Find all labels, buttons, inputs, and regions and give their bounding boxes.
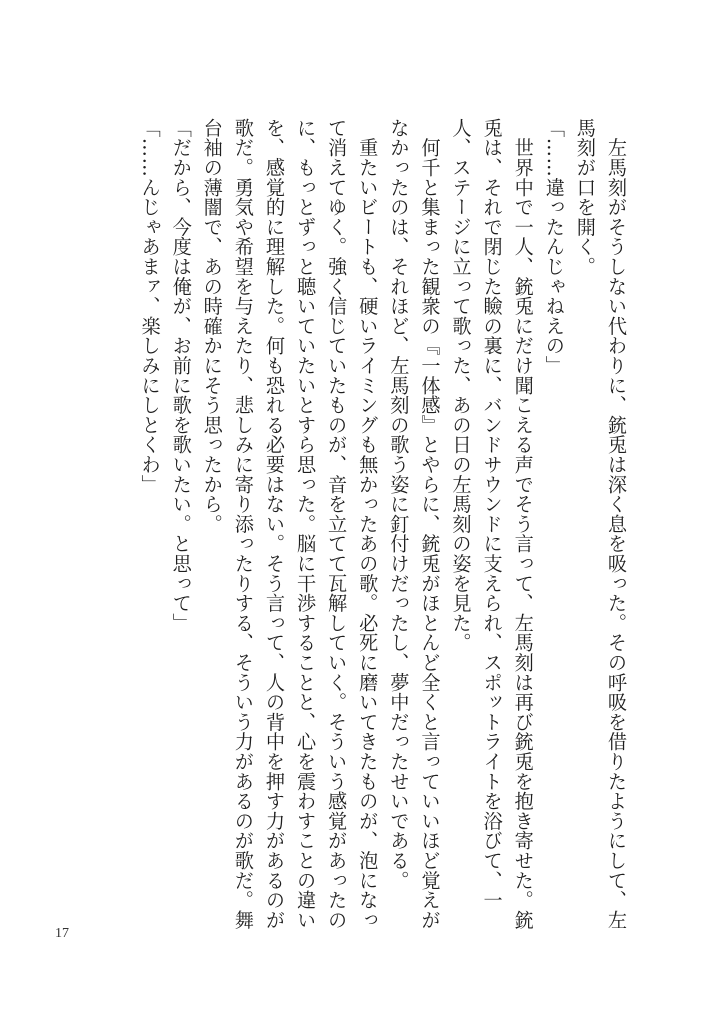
paragraph: 世界中で一人、銃兎にだけ聞こえる声でそう言って、左馬刻は再び銃兎を抱き寄せた。銃兎は、それで閉じた瞼の裏に、バンドサウンドに支えられ、スポットライトを浴びて、一人、ステージに立って歌った、あの日の左馬刻の姿を見た。 [449,118,535,930]
dialogue-line: 「……違ったんじゃねえの」 [542,118,566,376]
dialogue-line: 「だから、今度は俺が、お前に歌を歌いたい。と思って」 [169,118,193,633]
paragraph: 重たいビートも、硬いライミングも無かったあの歌。必死に磨いてきたものが、泡になって消えてゆく。強く信じていたものが、音を立てて瓦解していく。そういう感覚があったのに、もっとずっと聴いていたいとすら思った。脳に干渉することと、心を震わすことの違いを、感覚的に理解した。何も恐れる必要はない。そう言って、人の背中を押す力があるのが歌だ。勇気や希望を与えたり、悲しみに寄り添ったりする、そういう力があるのが歌だ。舞台袖の薄闇で、あの時確かにそう思ったから。 [200,118,380,930]
paragraph: 何千と集まった観衆の『一体感』とやらに、銃兎がほとんど全くと言っていいほど覚えがなかったのは、それほど、左馬刻の歌う姿に釘付けだったし、夢中だったせいである。 [387,118,442,930]
page-number: 17 [55,926,69,941]
vertical-text-body [135,118,633,938]
paragraph: 左馬刻がそうしない代わりに、銃兎は深く息を吸った。その呼吸を借りたようにして、左馬刻が口を開く。 [573,118,628,930]
dialogue-line: 「……んじゃあまァ、楽しみにしとくわ」 [138,118,162,495]
